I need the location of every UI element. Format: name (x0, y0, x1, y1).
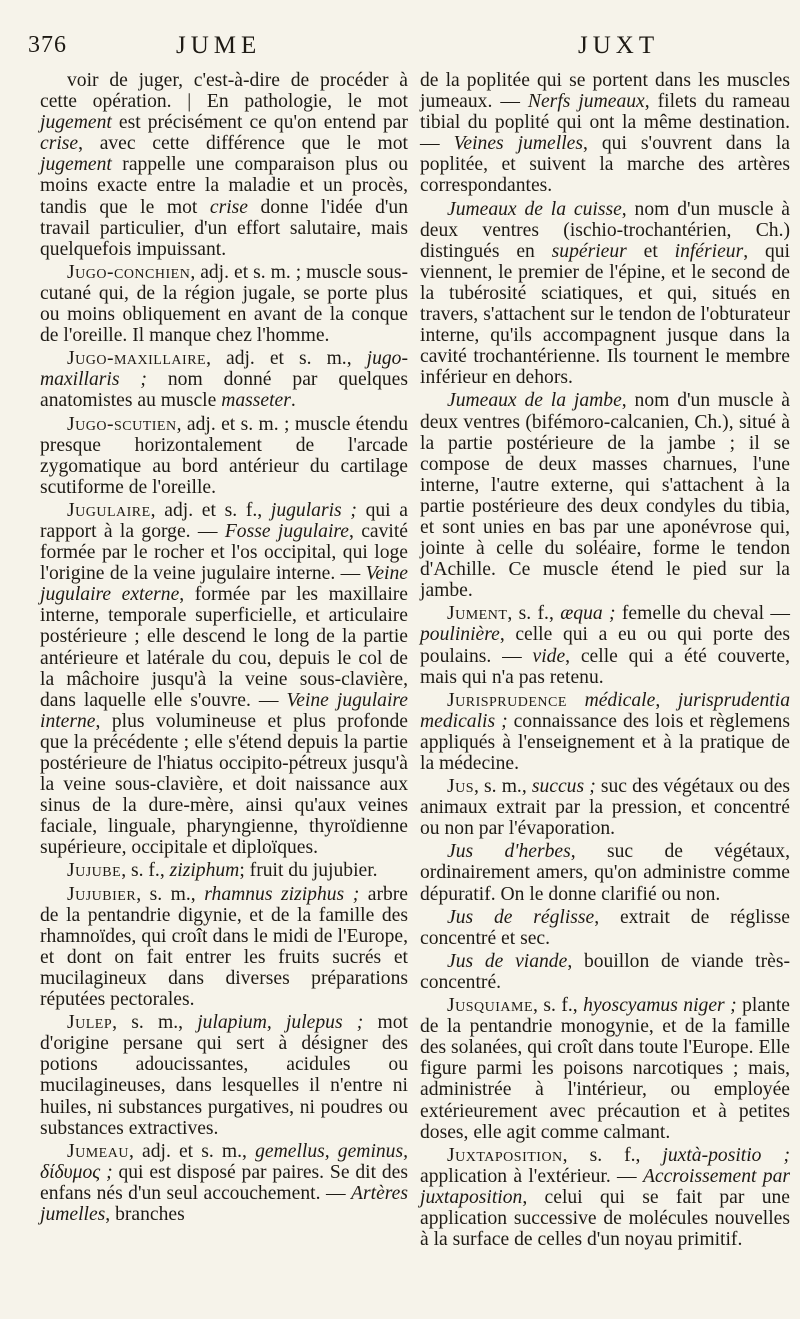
italic-term: gemellus, geminus, δίδυμος ; (40, 1140, 409, 1183)
dictionary-entry (420, 70, 790, 197)
entry-headword: Julep (67, 1012, 113, 1034)
dictionary-entry (40, 1012, 408, 1139)
dictionary-entry (420, 603, 790, 687)
italic-term: hyoscyamus niger ; (583, 995, 737, 1017)
dictionary-entry (420, 390, 790, 601)
right-column (420, 70, 790, 1252)
entry-text: qui a rapport à la gorge. — (40, 499, 408, 542)
running-head-left: JUME (176, 32, 262, 59)
entry-headword: Jujubier (67, 883, 137, 905)
dictionary-entry (40, 500, 408, 859)
italic-term: Veines jumelles (453, 133, 583, 155)
italic-term: masseter (221, 390, 291, 412)
italic-term: supérieur (551, 240, 627, 262)
dictionary-entry (420, 690, 790, 774)
entry-text: , adj. et s. m. ; muscle sous-cutané qui, de la région jugale, se porte plus ou moins obliquement en avant de la conque de l'oreille. Il manque chez l'homme. (40, 261, 408, 347)
italic-term: Jumeaux de la jambe (447, 390, 622, 412)
entry-text: , s. m., (474, 776, 532, 798)
italic-term: jugo-maxillaris ; (40, 348, 408, 391)
italic-term: vide (532, 645, 566, 667)
entry-text: , extrait de réglisse concentré et sec. (420, 906, 790, 949)
entry-text: , bouillon de viande très-concentré. (420, 950, 790, 993)
dictionary-entry (420, 199, 790, 389)
dictionary-entry (420, 995, 790, 1143)
entry-text: nom donné par quelques anatomistes au muscle (40, 369, 409, 412)
entry-text: , branches (105, 1203, 185, 1225)
entry-text: , s. f., (507, 603, 561, 625)
italic-term: jugement (40, 112, 112, 134)
entry-text: , plus volumineuse et plus profonde que la précédente ; elle s'étend depuis la partie postérieure de l'hiatus occipito-pétreux jusqu'à la veine sous-clavière, et doit naissance aux sinus de la dure-mère, ainsi qu'aux veines faciale, linguale, pharyngienne, thyroïdienne supérieure, occipitale et diploïques. (40, 710, 408, 859)
dictionary-entry (40, 860, 408, 881)
entry-text: . (290, 390, 296, 412)
entry-text: suc des végétaux ou des animaux extrait par la pression, et concentré ou non par l'évaporation. (420, 776, 790, 840)
italic-term: rhamnus ziziphus ; (204, 883, 360, 905)
italic-term: médicale (584, 689, 656, 711)
entry-text: , celle qui a été couverte, mais qui n'a pas retenu. (420, 645, 790, 688)
entry-text: est précisément ce qu'on entend par (111, 112, 408, 134)
italic-term: Jumeaux de la cuisse (447, 198, 622, 220)
italic-term: æqua ; (560, 603, 616, 625)
entry-text: , qui s'ouvrent dans la poplitée, et suivent la marche des artères correspondantes. (420, 133, 790, 197)
entry-text: , qui viennent, le premier de l'épine, et le second de la tubérosité sciatiques, et qui, situés en travers, s'attachent sur le tendon de l'obturateur interne, qu'ils accompagnent jusque dans la cavité trochantérienne. Ils tournent le membre inférieur en dehors. (420, 240, 790, 389)
dictionary-entry (40, 70, 408, 260)
italic-term: crise (209, 196, 248, 218)
entry-text: , formée par les maxillaire interne, temporale superficielle, et articulaire postérieure ; elle descend le long de la partie antérieure et latérale du cou, depuis le col de la mâchoire jusqu'à la veine sous-clavière, dans laquelle elle s'ouvre. — (40, 584, 408, 711)
italic-term: Jus de viande (447, 950, 568, 972)
italic-term: Accroissement par juxtaposition (420, 1165, 790, 1208)
entry-headword: Jugo-conchien (67, 261, 191, 283)
entry-headword: Jugo-scutien (67, 413, 177, 435)
entry-text: de la poplitée qui se portent dans les muscles jumeaux. — (420, 70, 790, 113)
entry-text: , celle qui a eu ou qui porte des poulains. — (420, 624, 790, 667)
dictionary-entry (40, 348, 408, 411)
entry-text: , s. m., (136, 883, 205, 905)
entry-text: femelle du cheval — (615, 603, 790, 625)
dictionary-entry (420, 1145, 790, 1250)
entry-text: , celui qui se fait par une application successive de molécules nouvelles à la surface de celles d'un noyau primitif. (420, 1186, 790, 1251)
entry-text: , suc de végétaux, ordinairement amers, qu'on administre comme dépuratif. On le donne clarifié ou non. (420, 841, 791, 905)
dictionary-entry (40, 414, 408, 498)
entry-headword: Juxtaposition (447, 1144, 563, 1166)
dictionary-entry (420, 841, 790, 904)
italic-term: poulinière (420, 624, 500, 646)
italic-term: succus ; (531, 776, 596, 798)
entry-text: qui est disposé par paires. Se dit des enfans nés d'un seul accouchement. — (40, 1161, 408, 1204)
italic-term: crise (40, 133, 79, 155)
italic-term: jugularis ; (270, 499, 357, 521)
entry-headword: Jus (447, 776, 475, 798)
entry-text: , s. f., (533, 995, 584, 1017)
running-head-right: JUXT (578, 32, 660, 59)
italic-term: jugement (40, 154, 112, 176)
entry-headword: Jugo-maxillaire (67, 348, 207, 370)
italic-term: Jus d'herbes (447, 841, 571, 863)
entry-headword: Jugulaire (67, 499, 151, 521)
entry-headword: Jujube (67, 860, 122, 882)
italic-term: inférieur (674, 240, 744, 262)
italic-term: Veine jugulaire externe (40, 563, 408, 606)
entry-text: , avec cette différence que le mot (78, 133, 408, 155)
dictionary-entry (420, 951, 790, 993)
left-column (40, 70, 408, 1227)
entry-text: mot d'origine persane qui sert à désigner des potions adoucissantes, acidules ou mucilagineuses, dans lesquelles il n'entre ni huiles, ni substances purgatives, ni poudres ou substances extractives. (40, 1012, 408, 1139)
entry-text: application à l'extérieur. — (420, 1165, 643, 1187)
entry-text: connaissance des lois et règlemens appliqués à l'enseignement et à la pratique de la médecine. (420, 710, 790, 774)
italic-term: julapium, julepus ; (197, 1012, 364, 1034)
entry-text: rappelle une comparaison plus ou moins exacte entre la maladie et un procès, tandis que le mot (40, 154, 408, 218)
dictionary-entry (40, 884, 408, 1011)
entry-text: , cavité formée par le rocher et l'os occipital, qui loge l'origine de la veine jugulaire interne. — (40, 520, 408, 585)
entry-text: , adj. et s. m., (128, 1140, 256, 1162)
entry-text: plante de la pentandrie monogynie, et de la famille des solanées, qui croît dans toute l'Europe. Elle figure parmi les poisons narcotiques ; mais, administrée à l'intérieur, ou employée extérieurement avec précaution et à petites doses, elle agit comme calmant. (420, 995, 790, 1143)
italic-term: Nerfs jumeaux (527, 91, 645, 113)
dictionary-entry (420, 776, 790, 839)
entry-text: , nom d'un muscle à deux ventres (ischio-trochantérien, Ch.) distingués en (420, 198, 790, 262)
entry-text: donne l'idée d'un travail particulier, d'un effort salutaire, mais quelquefois impuissant. (40, 196, 408, 260)
entry-text: , adj. et s. f., (150, 499, 271, 521)
italic-term: Fosse jugulaire (224, 520, 349, 542)
entry-text: , (655, 689, 678, 711)
dictionary-entry (40, 1141, 408, 1225)
dictionary-entry (420, 907, 790, 949)
italic-term: Veine jugulaire interne (40, 689, 408, 732)
italic-term: Artères jumelles (40, 1182, 408, 1225)
entry-headword: Jurisprudence (447, 689, 567, 711)
entry-headword: Jumeau (67, 1140, 129, 1162)
italic-term: jurisprudentia medicalis ; (420, 689, 790, 732)
entry-text: , s. m., (112, 1012, 198, 1034)
italic-term: Jus de réglisse (447, 906, 595, 928)
entry-text: arbre de la pentandrie digynie, et de la famille des rhamnoïdes, qui croît dans le midi de l'Europe, et dont on fait entrer les fruits sucrés et mucilagineux dans diverses préparations réputées pectorales. (40, 883, 409, 1011)
entry-text: , s. f., (121, 860, 170, 882)
italic-term: ziziphum (169, 860, 240, 882)
entry-text: , nom d'un muscle à deux ventres (bifémoro-calcanien, Ch.), situé à la partie postérieure de la jambe ; il se compose de deux masses charnues, l'une interne, l'autre externe, qui s'attachent à la partie postérieure des deux condyles du tibia, et sont unies en bas par une aponévrose qui, jointe à celle du soléaire, forme le tendon d'Achille. Ce muscle étend le pied sur la jambe. (420, 390, 790, 602)
entry-headword: Jument (447, 603, 508, 625)
entry-text: , filets du rameau tibial du poplité qui ont la même destination. — (420, 91, 790, 155)
entry-text: voir de juger, c'est-à-dire de procéder à cette opération. | En pathologie, le mot (40, 70, 408, 113)
entry-text: , s. f., (562, 1144, 663, 1166)
page-number: 376 (28, 32, 67, 58)
page-header (0, 14, 800, 64)
entry-text (567, 690, 585, 711)
entry-text: ; fruit du jujubier. (239, 860, 378, 882)
dictionary-entry (40, 262, 408, 346)
entry-text: , adj. et s. m., (206, 348, 367, 370)
entry-text: , adj. et s. m. ; muscle étendu presque horizontalement de l'arcade zygomatique au bord antérieur du cartilage scutiforme de l'oreille. (40, 413, 408, 498)
entry-text: et (626, 240, 675, 262)
italic-term: juxtà-positio ; (662, 1144, 790, 1166)
entry-headword: Jusquiame (447, 995, 534, 1017)
